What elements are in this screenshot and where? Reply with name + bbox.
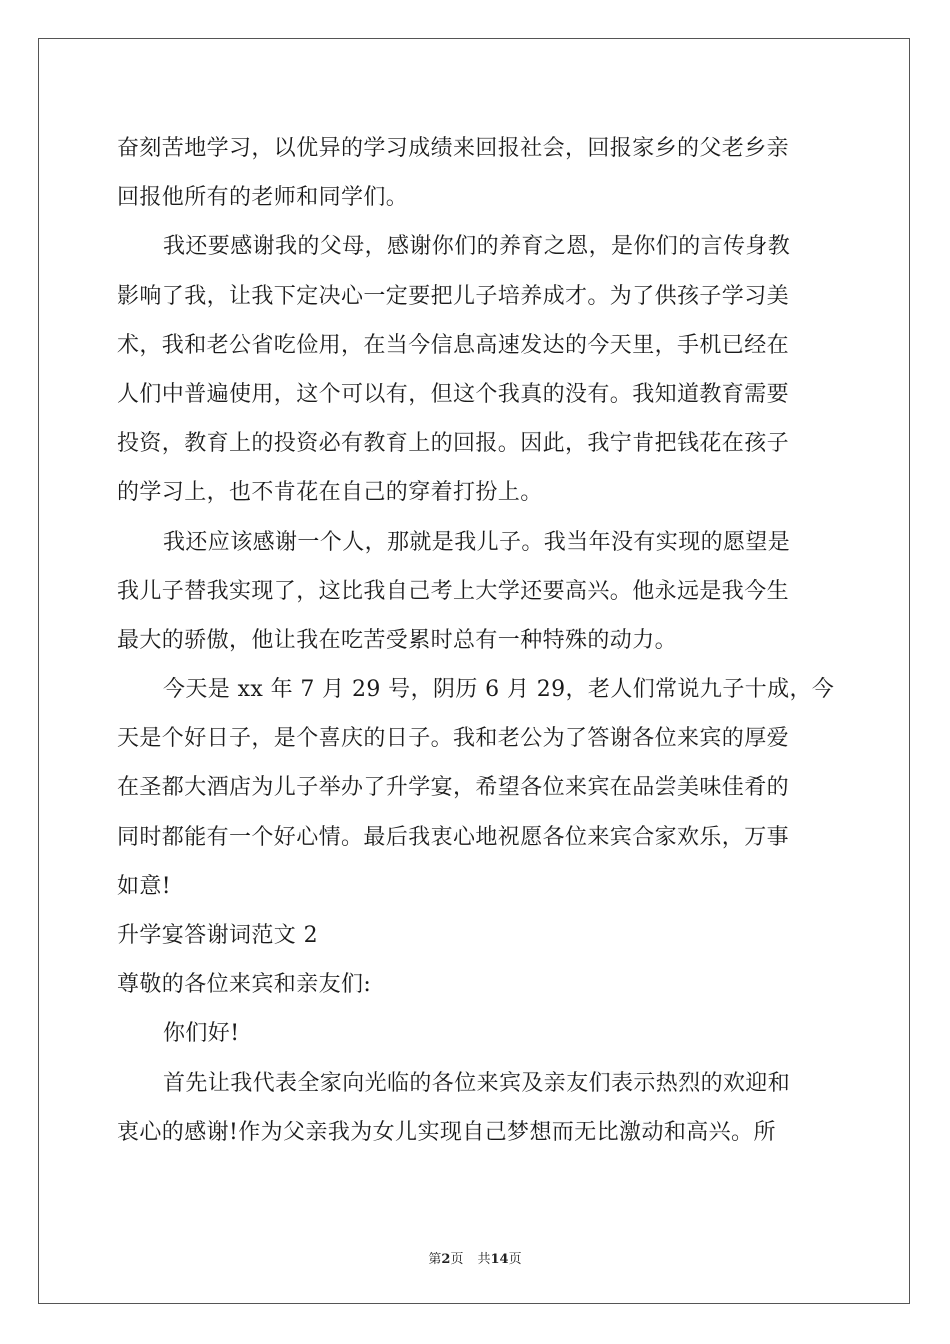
greeting: 你们好! xyxy=(163,1021,240,1047)
document-body xyxy=(117,124,837,1157)
text-line: 人们中普遍使用，这个可以有，但这个我真的没有。我知道教育需要 xyxy=(117,381,790,407)
text-line: 我还要感谢我的父母，感谢你们的养育之恩，是你们的言传身教 xyxy=(163,234,791,260)
text-line: 衷心的感谢!作为父亲我为女儿实现自己梦想而无比激动和高兴。所 xyxy=(117,1119,776,1145)
page-number: 2 xyxy=(441,1252,451,1267)
page-suffix: 页 xyxy=(450,1252,464,1267)
text-line: 的学习上，也不肯花在自己的穿着打扮上。 xyxy=(117,480,543,506)
text-line: 在圣都大酒店为儿子举办了升学宴，希望各位来宾在品尝美味佳肴的 xyxy=(117,775,790,801)
text-line: 今天是 xx 年 7 月 29 号，阴历 6 月 29，老人们常说九子十成，今 xyxy=(163,677,835,703)
total-pages: 14 xyxy=(490,1252,509,1267)
text-line: 天是个好日子，是个喜庆的日子。我和老公为了答谢各位来宾的厚爱 xyxy=(117,726,790,752)
total-suffix: 页 xyxy=(508,1252,522,1267)
page-prefix: 第 xyxy=(428,1252,442,1267)
text-line: 最大的骄傲，他让我在吃苦受累时总有一种特殊的动力。 xyxy=(117,627,678,653)
page-footer xyxy=(0,1248,950,1267)
text-line: 我儿子替我实现了，这比我自己考上大学还要高兴。他永远是我今生 xyxy=(117,578,790,604)
text-line: 影响了我，让我下定决心一定要把儿子培养成才。为了供孩子学习美 xyxy=(117,283,790,309)
text-line: 同时都能有一个好心情。最后我衷心地祝愿各位来宾合家欢乐，万事 xyxy=(117,824,790,850)
section-heading: 升学宴答谢词范文 2 xyxy=(117,923,318,948)
total-prefix: 共 xyxy=(477,1252,491,1267)
text-line: 术，我和老公省吃俭用，在当今信息高速发达的今天里，手机已经在 xyxy=(117,332,790,358)
text-line: 奋刻苦地学习，以优异的学习成绩来回报社会，回报家乡的父老乡亲 xyxy=(117,136,790,161)
text-line: 投资，教育上的投资必有教育上的回报。因此，我宁肯把钱花在孩子 xyxy=(117,431,790,457)
text-line: 我还应该感谢一个人，那就是我儿子。我当年没有实现的愿望是 xyxy=(163,529,791,555)
text-line: 首先让我代表全家向光临的各位来宾及亲友们表示热烈的欢迎和 xyxy=(163,1070,791,1096)
salutation: 尊敬的各位来宾和亲友们: xyxy=(117,972,372,998)
text-line: 如意! xyxy=(117,873,172,899)
text-line: 回报他所有的老师和同学们。 xyxy=(117,185,409,211)
